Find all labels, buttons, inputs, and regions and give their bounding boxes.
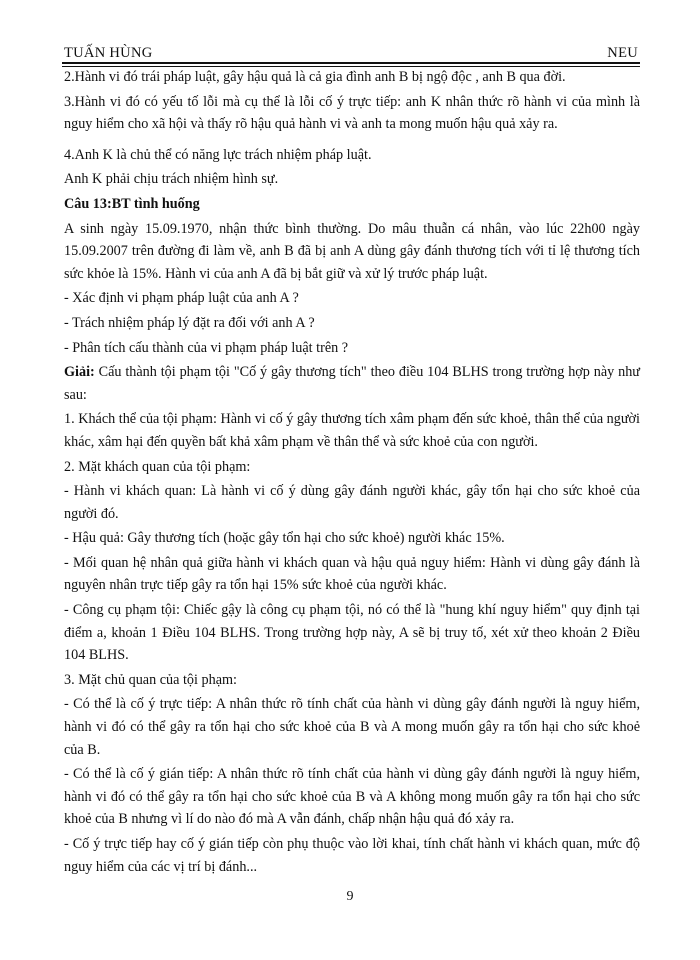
scenario-paragraph: A sinh ngày 15.09.1970, nhận thức bình thường. Do mâu thuẫn cá nhân, vào lúc 22h00 ngày 15.09.2007 trên đường đi làm về, anh B đã bị anh A dùng gây đánh thương tích với tỉ lệ thương tích sức khỏe là 15%. Hành vi của anh A đã bị bắt giữ và xử lý trước pháp luật.	[64, 220, 640, 282]
paragraph: 3.Hành vi đó có yếu tố lỗi mà cụ thể là lỗi cố ý trực tiếp: anh K nhân thức rõ hành vi của mình là nguy hiểm cho xã hội và thấy rõ hậu quả hành vi và anh ta mong muốn hậu quả xảy ra.	[64, 93, 640, 133]
answer-intro: Cấu thành tội phạm tội "Cố ý gây thương tích" theo điều 104 BLHS trong trường hợp này như sau:	[64, 364, 640, 403]
answer-label: Giải:	[64, 364, 95, 381]
task-item: - Trách nhiệm pháp lý đặt ra đối với anh A ?	[64, 314, 315, 331]
page-number: 9	[346, 889, 354, 904]
analysis-item: - Công cụ phạm tội: Chiếc gậy là công cụ phạm tội, nó có thể là "hung khí nguy hiểm" quy định tại điểm a, khoản 1 Điều 104 BLHS. Trong trường hợp này, A sẽ bị truy tố, xét xử theo khoản 2 Điều 104 BLHS.	[64, 602, 640, 664]
paragraph: Anh K phải chịu trách nhiệm hình sự.	[64, 171, 279, 188]
paragraph: 4.Anh K là chủ thể có năng lực trách nhiệm pháp luật.	[64, 146, 372, 163]
analysis-item: - Mối quan hệ nhân quả giữa hành vi khách quan và hậu quả nguy hiểm: Hành vi dùng gây đánh là nguyên nhân trực tiếp gây ra tổn hại 15% sức khoẻ của người khác.	[64, 554, 640, 594]
analysis-item: 1. Khách thể của tội phạm: Hành vi cố ý gây thương tích xâm phạm đến sức khoẻ, thân thể của người khác, xâm hại đến quyền bất khả xâm phạm về thân thể và sức khoẻ của con người.	[64, 411, 640, 450]
question-heading: Câu 13:BT tình huống	[64, 195, 200, 212]
paragraph: 2.Hành vi đó trái pháp luật, gây hậu quả là cả gia đình anh B bị ngộ độc , anh B qua đời.	[64, 69, 566, 85]
analysis-item: - Hành vi khách quan: Là hành vi cố ý dùng gây đánh người khác, gây tổn hại cho sức khoẻ của người đó.	[64, 483, 640, 522]
task-item: - Xác định vi phạm pháp luật của anh A ?	[64, 290, 299, 307]
analysis-item: - Hậu quả: Gây thương tích (hoặc gây tổn hại cho sức khoẻ) người khác 15%.	[64, 530, 505, 547]
analysis-item: - Có thể là cố ý trực tiếp: A nhân thức rõ tính chất của hành vi dùng gây đánh người là nguy hiểm, hành vi đó có thể gây ra tổn hại cho sức khoẻ của B và A mong muốn gây ra tổn hại cho sức khoẻ của B.	[64, 696, 640, 758]
header-school: NEU	[607, 45, 638, 61]
analysis-item: 3. Mặt chủ quan của tội phạm:	[64, 671, 237, 688]
analysis-item: - Có thể là cố ý gián tiếp: A nhân thức rõ tính chất của hành vi dùng gây đánh người là nguy hiểm, hành vi đó có thể gây ra tổn hại cho sức khoẻ của B và A không mong muốn gây ra tổn hại cho sức khoẻ của B nhưng vì lí do nào đó mà A vẫn đánh, chấp nhận hậu quả đó xảy ra.	[64, 766, 640, 828]
header-author: TUẤN HÙNG	[64, 45, 153, 61]
analysis-item: 2. Mặt khách quan của tội phạm:	[64, 458, 251, 475]
page-content	[64, 66, 640, 878]
answer-paragraph	[64, 361, 640, 406]
task-item: - Phân tích cấu thành của vi phạm pháp luật trên ?	[64, 339, 349, 356]
page-header	[64, 40, 638, 62]
analysis-item: - Cố ý trực tiếp hay cố ý gián tiếp còn phụ thuộc vào lời khai, tính chất hành vi khách quan, mức độ nguy hiểm của các vị trí bị đánh...	[64, 836, 640, 875]
